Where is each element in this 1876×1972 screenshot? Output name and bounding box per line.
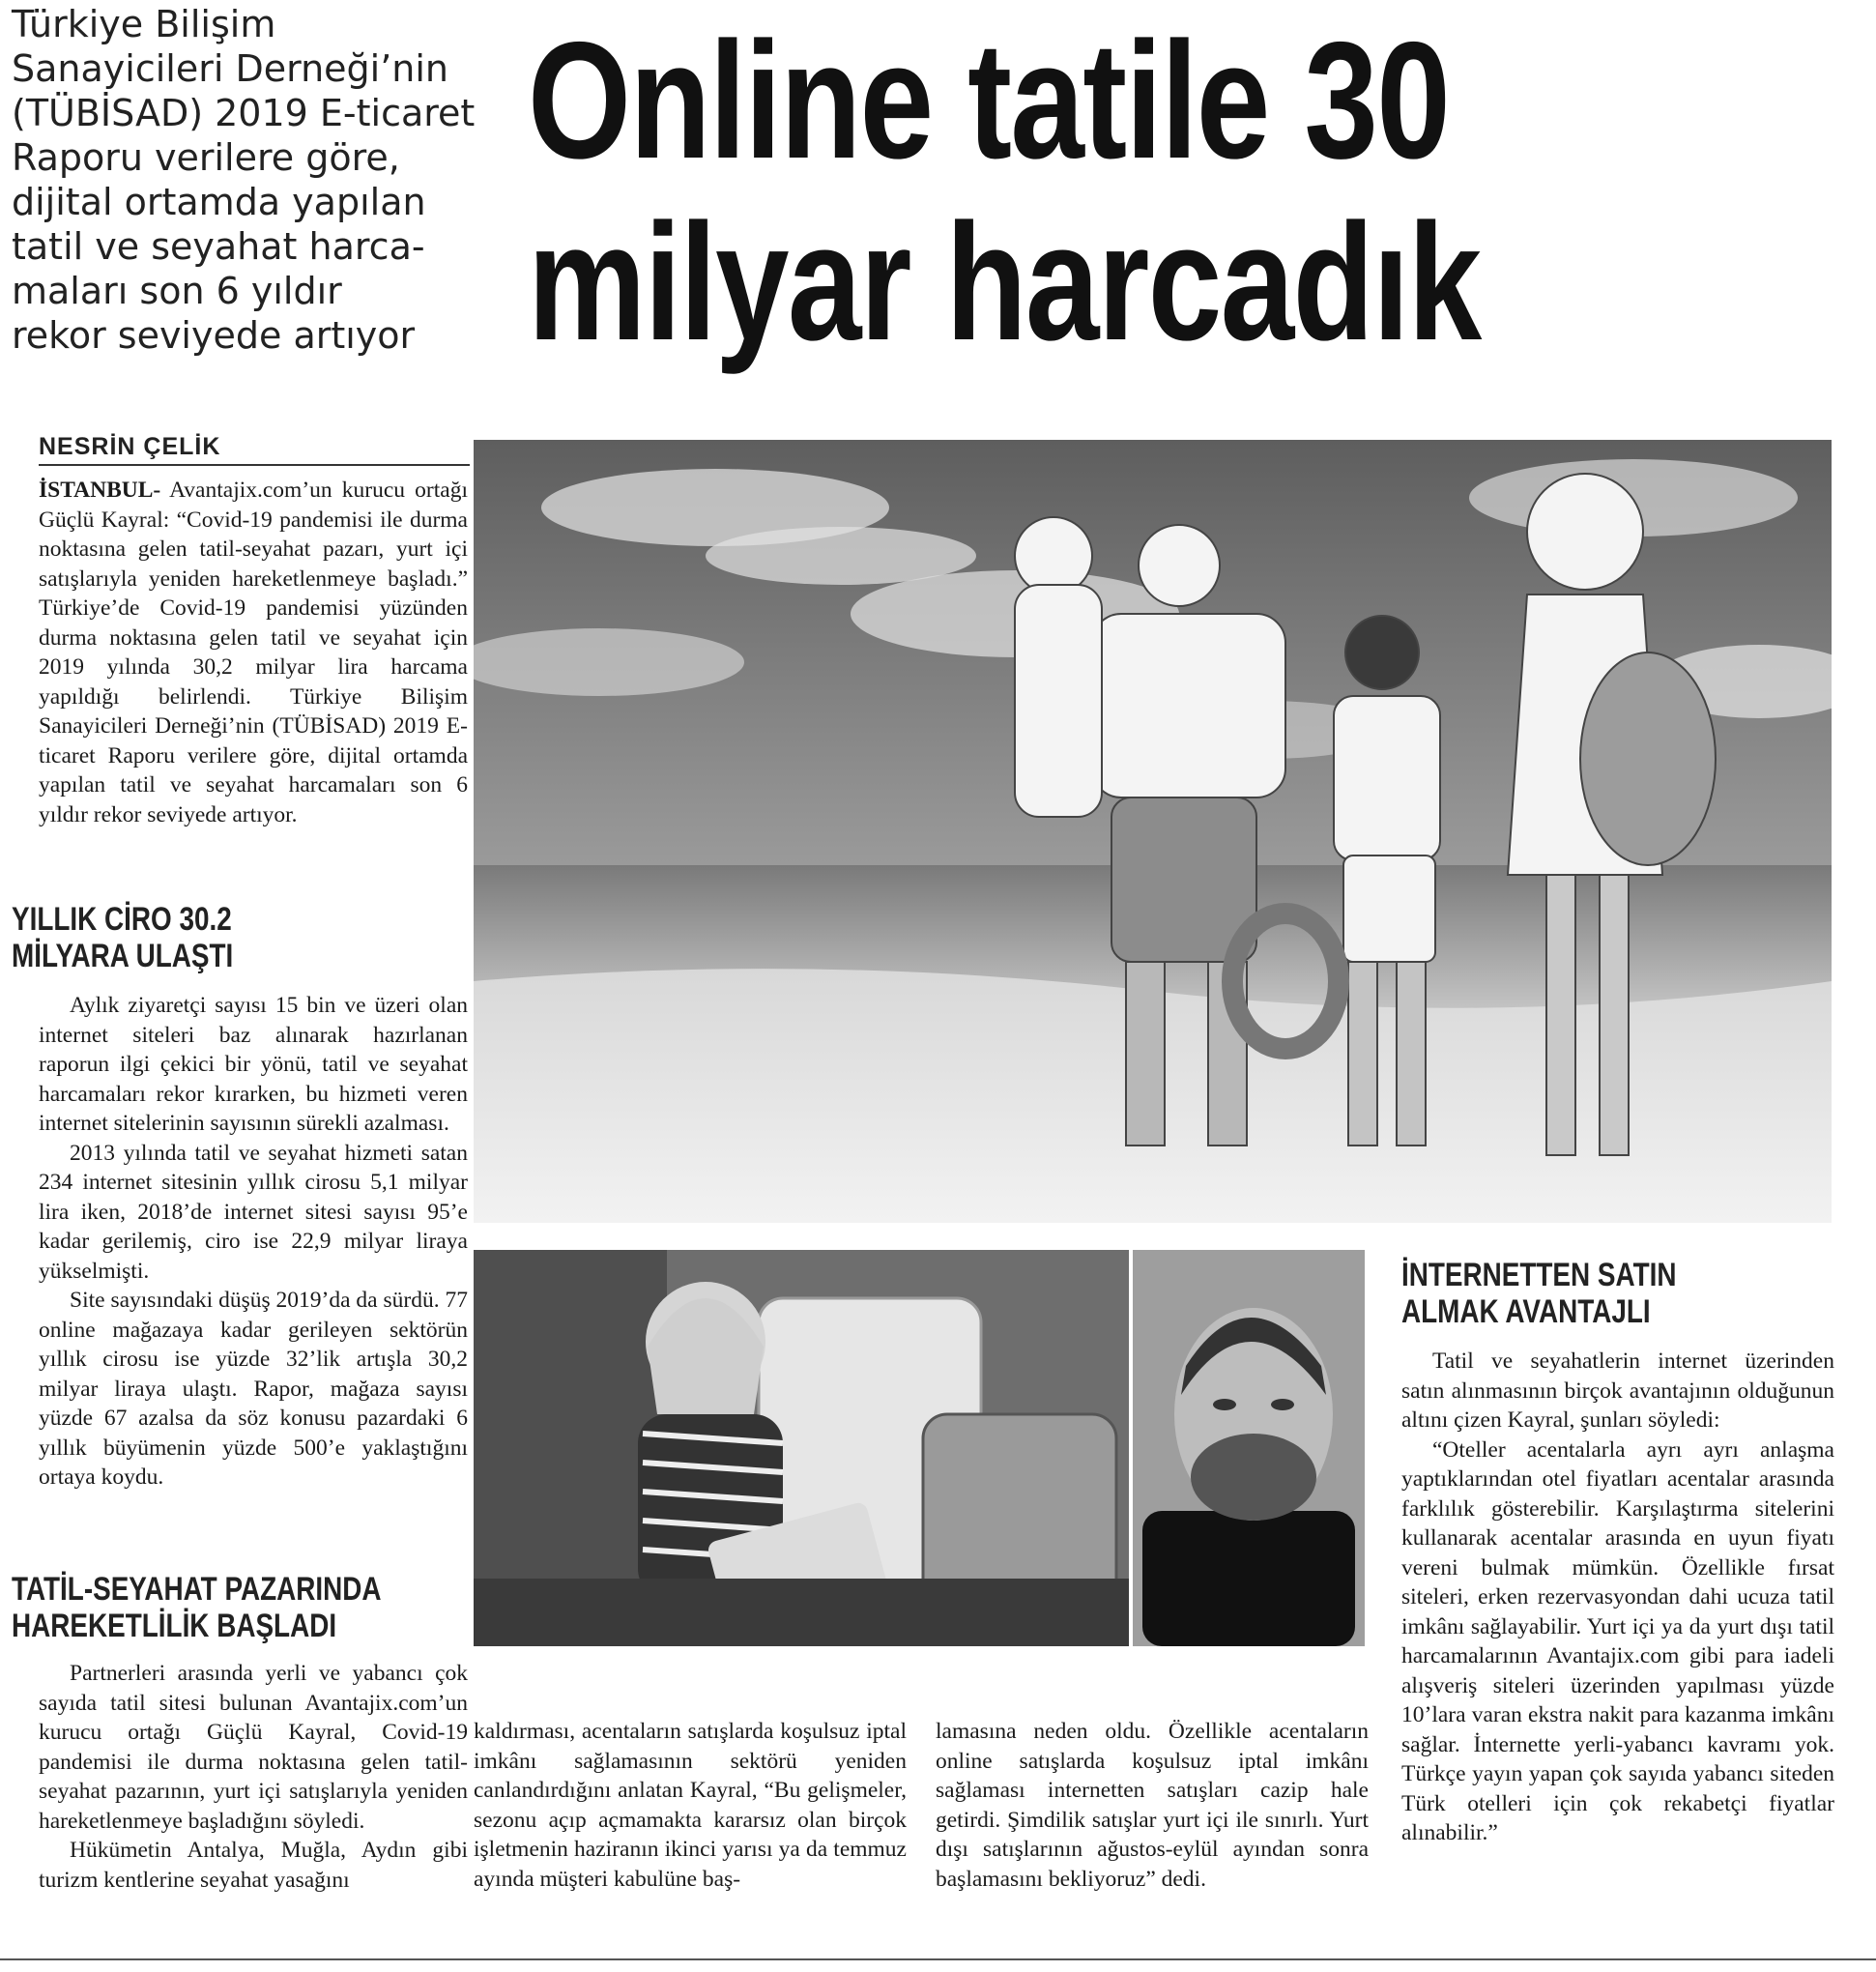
headline-line-1: Online tatile 30	[528, 8, 1450, 193]
paragraph: Partnerleri arasında yerli ve yabancı çok sayıda tatil sitesi bulunan Avantajix.com’un kurucu ortağı Güçlü Kayral, Covid-19 pandemisi ile durma noktasına gelen tatil-seyahat pazarının, yurt içi satışlarıyla yeniden hareketlenmeye başladığını söyledi.	[39, 1661, 468, 1834]
beach-family-photo	[474, 440, 1832, 1223]
column-3	[936, 1717, 1369, 1894]
deck-line: maları son 6 yıldır	[12, 270, 342, 312]
subhead-tatil-seyahat	[12, 1571, 382, 1644]
paragraph: 2013 yılında tatil ve seyahat hizmeti satan 234 internet sitesinin yıllık cirosu 5,1 milyar lira iken, 2018’de internet sitesi sayısı 95’e kadar gerilemiş, ciro ise 22,9 milyar liraya yükselmişti.	[39, 1140, 468, 1284]
subhead-line: TATİL-SEYAHAT PAZARINDA	[12, 1571, 382, 1608]
article-deck	[12, 2, 485, 358]
paragraph: Site sayısındaki düşüş 2019’da da sürdü. 77 online mağazaya kadar gerileyen sektörün yıllık cirosu ise yüzde 32’lik artışla 30,2 milyar liraya ulaştı. Rapor, mağaza sayısı yüzde 67 azalsa da söz konusu pazardaki 6 yıllık büyümenin yüzde 500’e yaklaştığını ortaya koydu.	[39, 1288, 468, 1490]
column-4	[1401, 1347, 1834, 1848]
woman-with-laptop-photo	[474, 1250, 1129, 1646]
column-1-body	[39, 991, 468, 1493]
deck-line: Türkiye Bilişim	[12, 3, 276, 45]
byline-divider	[39, 464, 470, 466]
subhead-line: MİLYARA ULAŞTI	[12, 938, 234, 974]
subhead-line: YILLIK CİRO 30.2	[12, 901, 232, 938]
deck-line: tatil ve seyahat harca-	[12, 225, 425, 268]
paragraph: “Oteller acentalarla ayrı ayrı anlaşma yaptıklarından otel fiyatları acentalar arasında farklılık gösterebilir. Karşılaştırma sitelerini kullanarak acentalar arasında en uyun fiyatı vereni bulmak mümkün. Özellikle fırsat siteleri, erken rezervasyondan dahi ucuza tatil imkânı sağlayabilir. Yurt içi ya da yurt dışı tatil harcamalarının Avantajix.com gibi para iadeli alışveriş siteleri üzerinden yapılması yüzde 10’lara varan ekstra nakit para kazanma imkânı sağlar. İnternette yerli-yabancı kavramı yok. Türkçe yayın yapan çok sayıda yabancı siteden Türk otelleri için çok rekabetçi fiyatlar alınabilir.”	[1401, 1436, 1834, 1845]
byline: NESRİN ÇELİK	[39, 433, 221, 460]
column-1	[39, 476, 468, 829]
paragraph: Tatil ve seyahatlerin internet üzerinden satın alınmasının birçok avantajının olduğunun altını çizen Kayral, şunları söyledi:	[1401, 1348, 1834, 1433]
kayral-portrait-photo	[1133, 1250, 1365, 1646]
deck-line: Sanayicileri Derneği’nin	[12, 47, 449, 90]
column-2	[474, 1717, 907, 1894]
deck-line: (TÜBİSAD) 2019 E-ticaret	[12, 92, 476, 134]
paragraph: lamasına neden oldu. Özellikle acentaların online satışlarda koşulsuz iptal imkânı sağlaması internetten satışları cazip hale getirdi. Şimdilik satışlar yurt içi ile sınırlı. Yurt dışı satışlarının ağustos-eylül ayından sonra başlamasını bekliyoruz” dedi.	[936, 1719, 1369, 1892]
deck-line: dijital ortamda yapılan	[12, 181, 426, 223]
intro-text: Avantajix.com’un kurucu ortağı Güçlü Kayral: “Covid-19 pandemisi ile durma noktasına gelen tatil-seyahat pazarı, yurt içi satışlarıyla yeniden hareketlenmeye başladı.” Türkiye’de Covid-19 pandemisi yüzünden durma noktasına gelen tatil ve seyahat için 2019 yılında 30,2 milyar lira harcama yapıldığı belirlendi. Türkiye Bilişim Sanayicileri Derneği’nin (TÜBİSAD) 2019 E-ticaret Raporu verilere göre, dijital ortamda yapılan tatil ve seyahat harcamaları son 6 yıldır rekor seviyede artıyor.	[39, 478, 468, 827]
dateline: İSTANBUL-	[39, 478, 161, 503]
headline-line-2: milyar harcadık	[528, 189, 1481, 375]
paragraph: Hükümetin Antalya, Muğla, Aydın gibi turizm kentlerine seyahat yasağını	[39, 1838, 468, 1893]
deck-line: rekor seviyede artıyor	[12, 314, 416, 357]
paragraph: Aylık ziyaretçi sayısı 15 bin ve üzeri olan internet siteleri baz alınarak hazırlanan raporun ilgi çekici bir yönü, tatil ve seyahat harcamaları rekor kırarken, bu hizmeti veren internet sitelerinin sayısının sürekli azalması.	[39, 993, 468, 1136]
column-1-end	[39, 1659, 468, 1895]
subhead-line: İNTERNETTEN SATIN	[1401, 1257, 1677, 1293]
subhead-internetten	[1401, 1257, 1676, 1330]
subhead-yillik-ciro	[12, 901, 233, 974]
subhead-line: HAREKETLİLİK BAŞLADI	[12, 1608, 337, 1644]
article-headline	[528, 10, 1866, 373]
subhead-line: ALMAK AVANTAJLI	[1401, 1293, 1651, 1330]
intro-paragraph	[39, 476, 468, 829]
paragraph: kaldırması, acentaların satışlarda koşulsuz iptal imkânı sağlamasının sektörü yeniden canlandırdığını anlatan Kayral, “Bu gelişmeler, sezonu açıp açmamakta kararsız olan birçok işletmenin haziranın ikinci yarısı ya da temmuz ayında müşteri kabulüne baş-	[474, 1719, 907, 1892]
page-bottom-rule	[0, 1958, 1876, 1960]
deck-line: Raporu verilere göre,	[12, 136, 400, 179]
